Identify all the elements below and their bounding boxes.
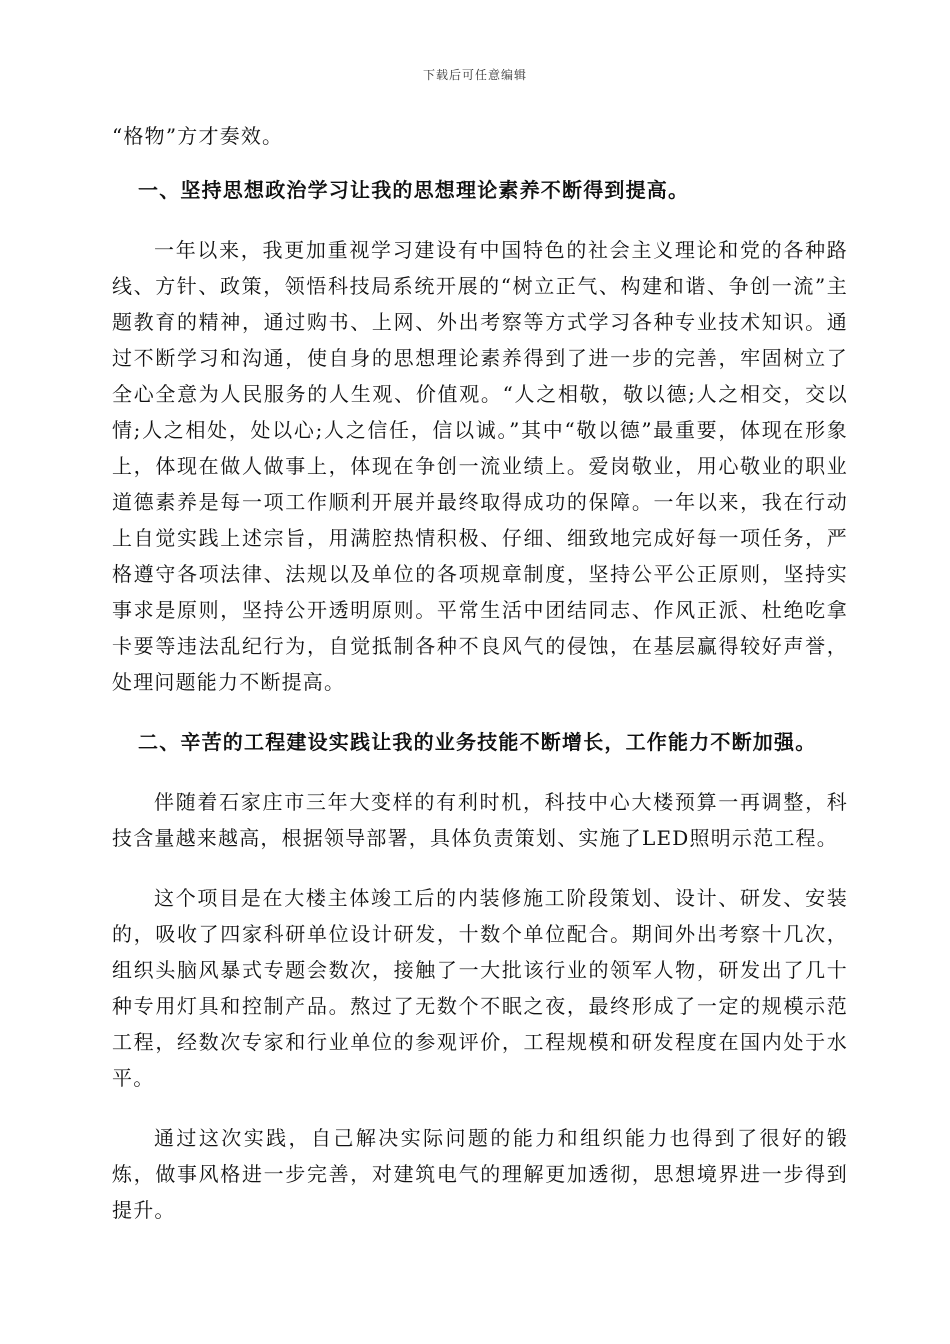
- header-note: 下载后可任意编辑: [422, 68, 527, 82]
- paragraph-2: 伴随着石家庄市三年大变样的有利时机，科技中心大楼预算一再调整，科技含量越来越高，根据领导部署，具体负责策划、实施了LED照明示范工程。: [112, 790, 848, 850]
- paragraph-continuation: “格物”方才奏效。: [112, 124, 284, 148]
- paragraph-1: 一年以来，我更加重视学习建设有中国特色的社会主义理论和党的各种路线、方针、政策，领悟科技局系统开展的“树立正气、构建和谐、争创一流”主题教育的精神，通过购书、上网、外出考察等方式学习各种专业技术知识。通过不断学习和沟通，使自身的思想理论素养得到了进一步的完善，牢固树立了全心全意为人民服务的人生观、价值观。“人之相敬，敬以德;人之相交，交以情;人之相处，处以心;人之信任，信以诚。”其中“敬以德”最重要，体现在形象上，体现在做人做事上，体现在争创一流业绩上。爱岗敬业，用心敬业的职业道德素养是每一项工作顺利开展并最终取得成功的保障。一年以来，我在行动上自觉实践上述宗旨，用满腔热情积极、仔细、细致地完成好每一项任务，严格遵守各项法律、法规以及单位的各项规章制度，坚持公平公正原则，坚持实事求是原则，坚持公开透明原则。平常生活中团结同志、作风正派、杜绝吃拿卡要等违法乱纪行为，自觉抵制各种不良风气的侵蚀，在基层赢得较好声誉，处理问题能力不断提高。: [112, 238, 848, 694]
- document-body: [112, 118, 848, 1228]
- paragraph-3: 这个项目是在大楼主体竣工后的内装修施工阶段策划、设计、研发、安装的，吸收了四家科研单位设计研发，十数个单位配合。期间外出考察十几次，组织头脑风暴式专题会数次，接触了一大批该行业的领军人物，研发出了几十种专用灯具和控制产品。熬过了无数个不眠之夜，最终形成了一定的规模示范工程，经数次专家和行业单位的参观评价，工程规模和研发程度在国内处于水平。: [112, 886, 848, 1090]
- paragraph-4: 通过这次实践，自己解决实际问题的能力和组织能力也得到了很好的锻炼，做事风格进一步完善，对建筑电气的理解更加透彻，思想境界进一步得到提升。: [112, 1126, 848, 1222]
- section-heading-2: 二、辛苦的工程建设实践让我的业务技能不断增长，工作能力不断加强。: [138, 730, 817, 754]
- section-heading-1: 一、坚持思想政治学习让我的思想理论素养不断得到提高。: [138, 178, 690, 202]
